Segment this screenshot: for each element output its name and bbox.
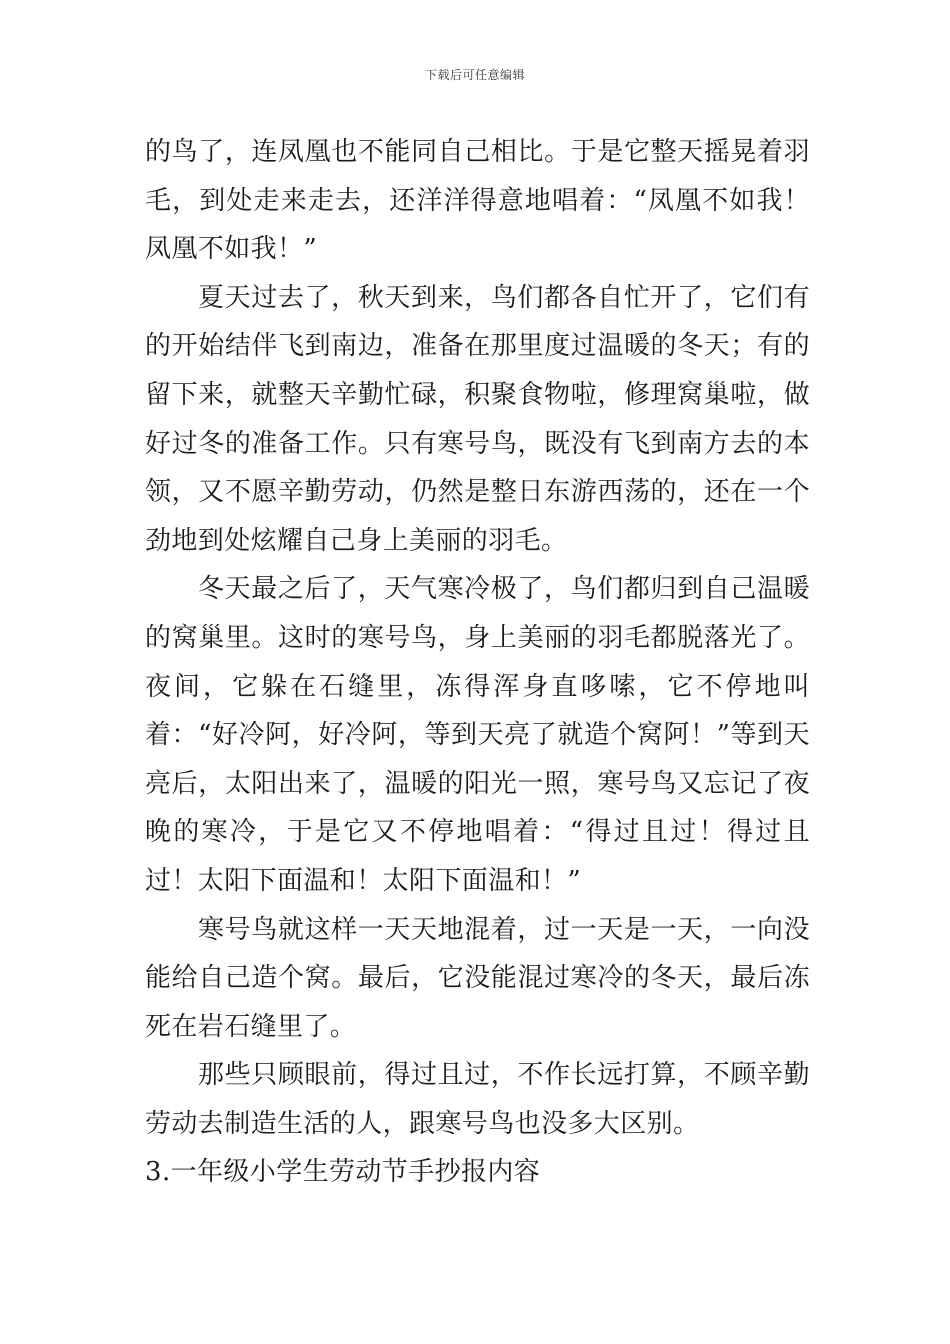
paragraph-moral: 那些只顾眼前，得过且过，不作长远打算，不顾辛勤劳动去制造生活的人，跟寒号鸟也没多大区别。 (145, 1060, 810, 1139)
paragraph-death: 寒号鸟就这样一天天地混着，过一天是一天，一向没能给自己造个窝。最后，它没能混过寒冷的冬天，最后冻死在岩石缝里了。 (145, 914, 810, 1042)
document-body (145, 128, 810, 1197)
section-heading: 3.一年级小学生劳动节手抄报内容 (145, 1157, 541, 1188)
paragraph-phoenix-boast: 的鸟了，连凤凰也不能同自己相比。于是它整天摇晃着羽毛，到处走来走去，还洋洋得意地唱着：“凤凰不如我！凤凰不如我！” (145, 137, 810, 265)
paragraph-winter: 冬天最之后了，天气寒冷极了，鸟们都归到自己温暖的窝巢里。这时的寒号鸟，身上美丽的羽毛都脱落光了。夜间，它躲在石缝里，冻得浑身直哆嗦，它不停地叫着：“好冷阿，好冷阿，等到天亮了就造个窝阿！”等到天亮后，太阳出来了，温暖的阳光一照，寒号鸟又忘记了夜晚的寒冷，于是它又不停地唱着：“得过且过！得过且过！太阳下面温和！太阳下面温和！” (145, 574, 810, 896)
paragraph-autumn: 夏天过去了，秋天到来，鸟们都各自忙开了，它们有的开始结伴飞到南边，准备在那里度过温暖的冬天；有的留下来，就整天辛勤忙碌，积聚食物啦，修理窝巢啦，做好过冬的准备工作。只有寒号鸟，既没有飞到南方去的本领，又不愿辛勤劳动，仍然是整日东游西荡的，还在一个劲地到处炫耀自己身上美丽的羽毛。 (145, 282, 810, 556)
page-header: 下载后可任意编辑 (424, 68, 525, 82)
